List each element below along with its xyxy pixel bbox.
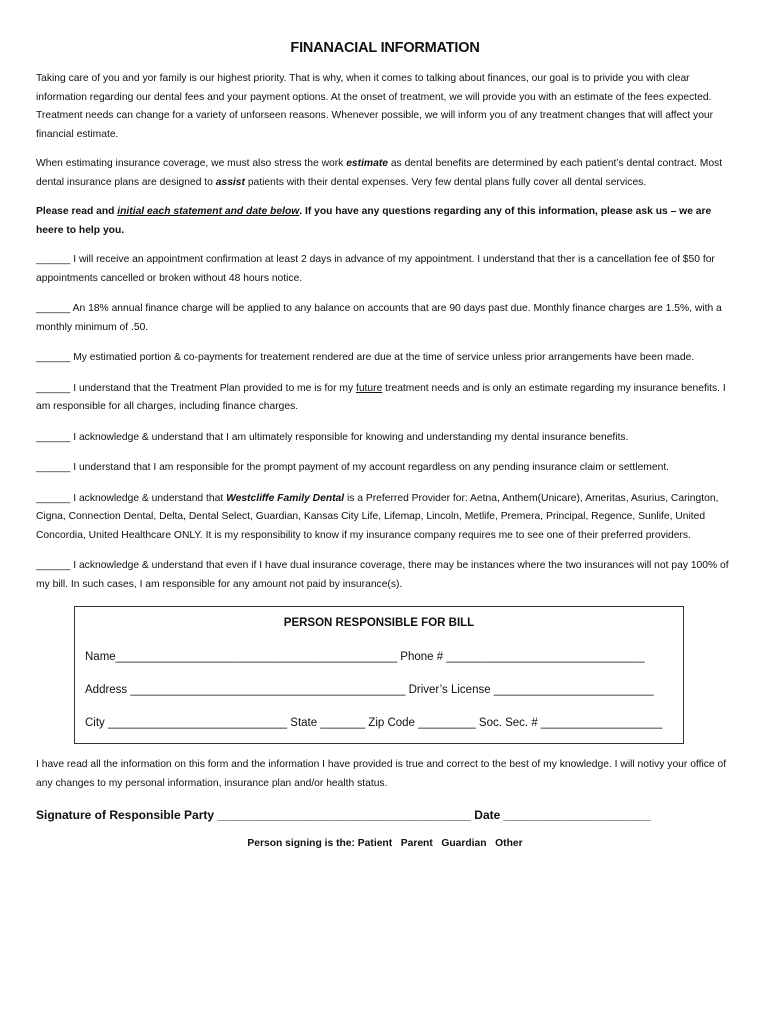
- future-word: future: [355, 382, 383, 394]
- address-license-fields[interactable]: Address ___________________________________________ Driver’s License _________________________: [85, 684, 654, 696]
- insurance-text-3: patients with their dental expenses. Very few dental plans fully cover all dental services.: [244, 176, 647, 188]
- provider-text-1: ______ I acknowledge & understand that: [36, 492, 227, 504]
- responsible-party-title: PERSON RESPONSIBLE FOR BILL: [283, 617, 475, 629]
- certification-paragraph: I have read all the information on this form and the information I have provided is true and correct to the best of my knowledge. I will notivy your office of any changes to my personal information, insurance plan and/or health status.: [36, 759, 727, 789]
- treatment-text-2: treatment needs and is only an estimate regarding my insurance benefits. I am responsible for all charges, including finance charges.: [36, 382, 726, 412]
- statement-treatment-plan[interactable]: [36, 380, 734, 417]
- instructions-underlined: initial each statement and date below: [117, 206, 300, 217]
- intro-paragraph: Taking care of you and yor family is our highest priority. That is why, when it comes to talking about finances, our goal is to privide you with clear information regarding our dental fees and your payment options. At the onset of treatment, we will provide you with an estimate of the fees expected. Treatment needs can change for a variety of unforseen reasons. Whenever possible, we will inform you of any treatment changes that will affect your financial estimate.: [36, 73, 714, 140]
- name-phone-fields[interactable]: Name____________________________________________ Phone # _______________________________: [85, 651, 645, 663]
- financial-form: [36, 40, 734, 849]
- statement-dual-coverage[interactable]: ______ I acknowledge & understand that even if I have dual insurance coverage, there may be instances where the two insurances will not pay 100% of my bill. In such cases, I am responsible for any amount not paid by insurance(s).: [36, 560, 729, 590]
- estimate-word: estimate: [346, 158, 388, 169]
- insurance-text-2: as dental benefits are determined by each patient’s dental contract. Most dental insurance plans are designed to: [36, 158, 723, 188]
- person-signing-options[interactable]: Person signing is the: Patient Parent Guardian Other: [247, 838, 523, 849]
- responsible-party-box: [74, 606, 684, 744]
- instructions-paragraph: [36, 203, 734, 240]
- provider-text-2: is a Preferred Provider for: Aetna, Anthem(Unicare), Ameritas, Asurius, Carington, Cigna, Connection Dental, Delta, Dental Select, Guardian, Kansas City Life, Lifemap, Lincoln, Metlife, Premera, Principal, Regence, Sunlife, United Concordia, United Healthcare ONLY. It is my responsibility to know if my insurance company requires me to see one of their preferred providers.: [36, 492, 719, 541]
- statement-finance-charge[interactable]: ______ An 18% annual finance charge will be applied to any balance on accounts that are 90 days past due. Monthly finance charges are 1.5%, with a monthly minimum of .50.: [36, 303, 722, 333]
- city-state-zip-ssn-fields[interactable]: City ____________________________ State _______ Zip Code _________ Soc. Sec. # ___________________: [85, 717, 663, 729]
- practice-name: Westcliffe Family Dental: [226, 492, 345, 504]
- insurance-paragraph: [36, 155, 734, 192]
- instructions-text-1: Please read and: [36, 206, 118, 217]
- assist-word: assist: [215, 176, 245, 188]
- statement-prompt-payment[interactable]: ______ I understand that I am responsible for the prompt payment of my account regardless on any pending insurance claim or settlement.: [36, 462, 670, 473]
- statement-preferred-provider[interactable]: [36, 490, 734, 546]
- statement-benefits[interactable]: ______ I acknowledge & understand that I am ultimately responsible for knowing and understanding my dental insurance benefits.: [36, 431, 629, 443]
- page-title: FINANACIAL INFORMATION: [290, 40, 480, 56]
- insurance-text-1: When estimating insurance coverage, we must also stress the work: [36, 158, 347, 169]
- statement-copayment[interactable]: ______ My estimatied portion & co-payments for treatement rendered are due at the time of service unless prior arrangements have been made.: [36, 352, 695, 363]
- statement-cancellation[interactable]: ______ I will receive an appointment confirmation at least 2 days in advance of my appointment. I understand that ther is a cancellation fee of $50 for appointments cancelled or broken without 48 hours notice.: [36, 254, 715, 284]
- instructions-text-2: . If you have any questions regarding any of this information, please ask us – we are heere to help you.: [36, 206, 712, 236]
- signature-line[interactable]: Signature of Responsible Party ______________________________________ Date ______________________: [36, 808, 651, 822]
- treatment-text-1: ______ I understand that the Treatment Plan provided to me is for my: [36, 382, 356, 394]
